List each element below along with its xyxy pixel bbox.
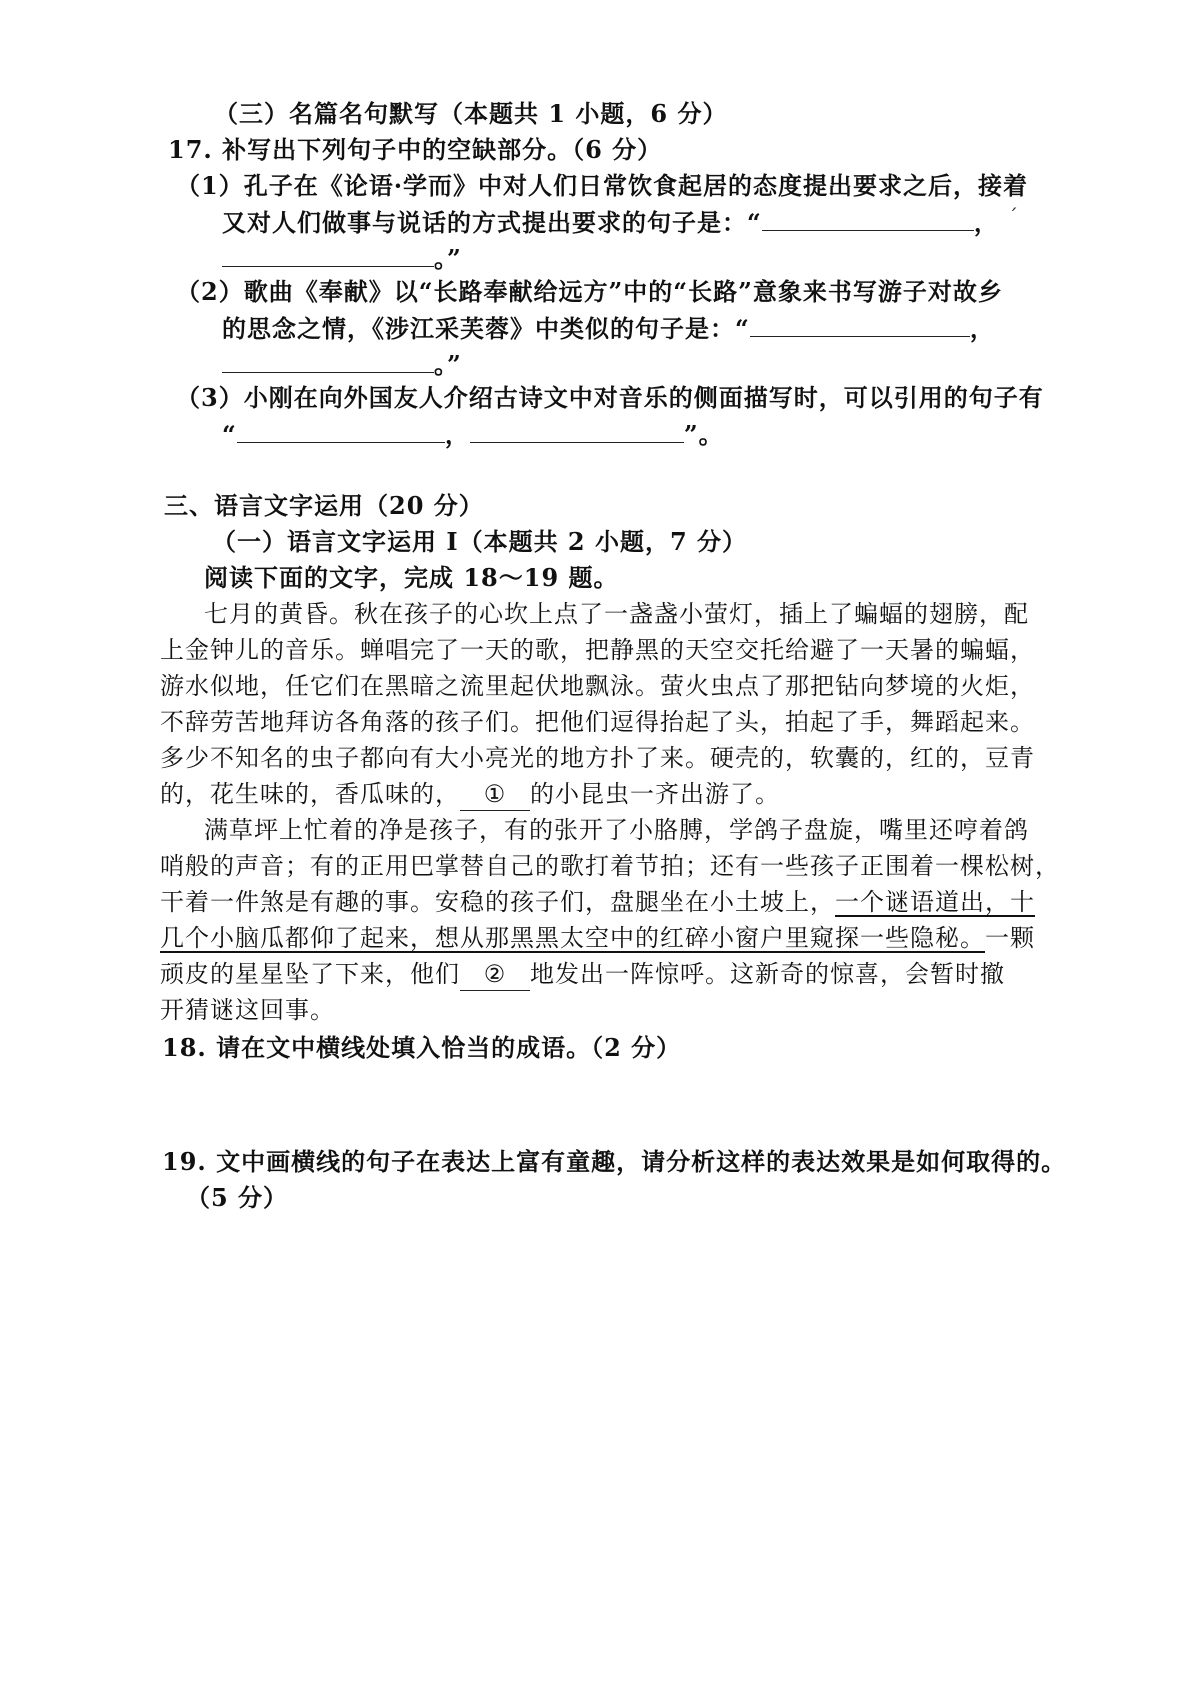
answer-blank-17-1-a[interactable] — [762, 206, 974, 231]
underlined-sentence-part-2: 几个小脑瓜都仰了起来，想从那黑黑太空中的红碎小窗户里窥探一些隐秘。 — [160, 924, 985, 952]
passage-text: 的，花生味的，香瓜味的， — [160, 780, 460, 808]
answer-blank-17-3-b[interactable] — [470, 418, 684, 443]
question-18: 18. 请在文中横线处填入恰当的成语。（2 分） — [162, 1033, 682, 1062]
closing-quote: ”。 — [683, 420, 724, 449]
passage-line-5: 多少不知名的虫子都向有大小亮光的地方扑了来。硬壳的，软囊的，红的，豆青 — [160, 744, 1035, 772]
passage-text: 一颗 — [985, 924, 1035, 952]
question-17-part-2-line-3 — [222, 348, 462, 381]
closing-quote: 。” — [434, 244, 462, 273]
idiom-blank-1[interactable]: ① — [460, 778, 530, 811]
passage-line-11 — [160, 958, 1005, 991]
answer-blank-17-2-a[interactable] — [750, 312, 970, 337]
question-17-part-2-prompt: 的思念之情，《涉江采芙蓉》中类似的句子是：“ — [222, 314, 750, 343]
question-17-stem: 17. 补写出下列句子中的空缺部分。（6 分） — [168, 135, 663, 164]
question-17-part-1-line-1: （1）孔子在《论语·学而》中对人们日常饮食起居的态度提出要求之后，接着 — [176, 171, 1029, 200]
underlined-sentence-part-1: 一个谜语道出，十 — [835, 888, 1035, 916]
passage-text: 的小昆虫一齐出游了。 — [530, 780, 780, 808]
passage-line-1: 七月的黄昏。秋在孩子的心坎上点了一盏盏小萤灯，插上了蝙蝠的翅膀，配 — [204, 600, 1029, 628]
passage-text: 干着一件煞是有趣的事。安稳的孩子们，盘腿坐在小土坡上， — [160, 888, 835, 916]
reading-instruction: 阅读下面的文字，完成 18～19 题。 — [204, 563, 619, 592]
question-17-part-1-prompt: 又对人们做事与说话的方式提出要求的句子是：“ — [222, 208, 762, 237]
comma: ， — [444, 420, 470, 449]
question-17-part-1-line-3 — [222, 242, 462, 275]
answer-blank-17-3-a[interactable] — [237, 418, 445, 443]
question-19-line-2: （5 分） — [186, 1183, 289, 1212]
comma: ， — [969, 314, 995, 343]
passage-text: 地发出一阵惊呼。这新奇的惊喜，会暂时撤 — [530, 960, 1005, 988]
question-17-part-2-line-1: （2）歌曲《奉献》以“长路奉献给远方”中的“长路”意象来书写游子对故乡 — [176, 277, 1003, 306]
passage-line-8: 哨般的声音；有的正用巴掌替自己的歌打着节拍；还有一些孩子正围着一棵松树， — [160, 852, 1060, 880]
answer-blank-17-2-b[interactable] — [222, 348, 434, 373]
passage-line-4: 不辞劳苦地拜访各角落的孩子们。把他们逗得抬起了头，拍起了手，舞蹈起来。 — [160, 708, 1035, 736]
answer-blank-17-1-b[interactable] — [222, 242, 434, 267]
passage-line-12: 开猜谜这回事。 — [160, 996, 335, 1024]
scan-speck: ˊ — [1008, 204, 1018, 228]
question-17-part-2-line-2 — [222, 312, 995, 345]
section-3-title: 三、语言文字运用（20 分） — [164, 491, 484, 520]
question-17-part-1-line-2 — [222, 206, 999, 239]
question-17-part-3-line-1: （3）小刚在向外国友人介绍古诗文中对音乐的侧面描写时，可以引用的句子有 — [176, 383, 1044, 412]
passage-line-9 — [160, 886, 1035, 918]
passage-line-6 — [160, 778, 780, 811]
opening-quote: “ — [222, 420, 237, 449]
idiom-blank-2[interactable]: ② — [460, 958, 530, 991]
passage-line-3: 游水似地，任它们在黑暗之流里起伏地飘泳。萤火虫点了那把钻向梦境的火炬， — [160, 672, 1035, 700]
passage-line-10 — [160, 922, 1035, 954]
passage-line-7: 满草坪上忙着的净是孩子，有的张开了小胳膊，学鸽子盘旋，嘴里还哼着鸽 — [204, 816, 1029, 844]
comma: ， — [973, 208, 999, 237]
closing-quote: 。” — [434, 350, 462, 379]
section-heading-memorization: （三）名篇名句默写（本题共 1 小题，6 分） — [214, 99, 728, 128]
section-3-subtitle: （一）语言文字运用 Ⅰ（本题共 2 小题，7 分） — [212, 527, 748, 556]
question-19-line-1: 19. 文中画横线的句子在表达上富有童趣，请分析这样的表达效果是如何取得的。 — [162, 1147, 1067, 1176]
question-17-part-3-line-2 — [222, 418, 724, 451]
passage-line-2: 上金钟儿的音乐。蝉唱完了一天的歌，把静黑的天空交托给避了一天暑的蝙蝠， — [160, 636, 1035, 664]
passage-text: 顽皮的星星坠了下来，他们 — [160, 960, 460, 988]
